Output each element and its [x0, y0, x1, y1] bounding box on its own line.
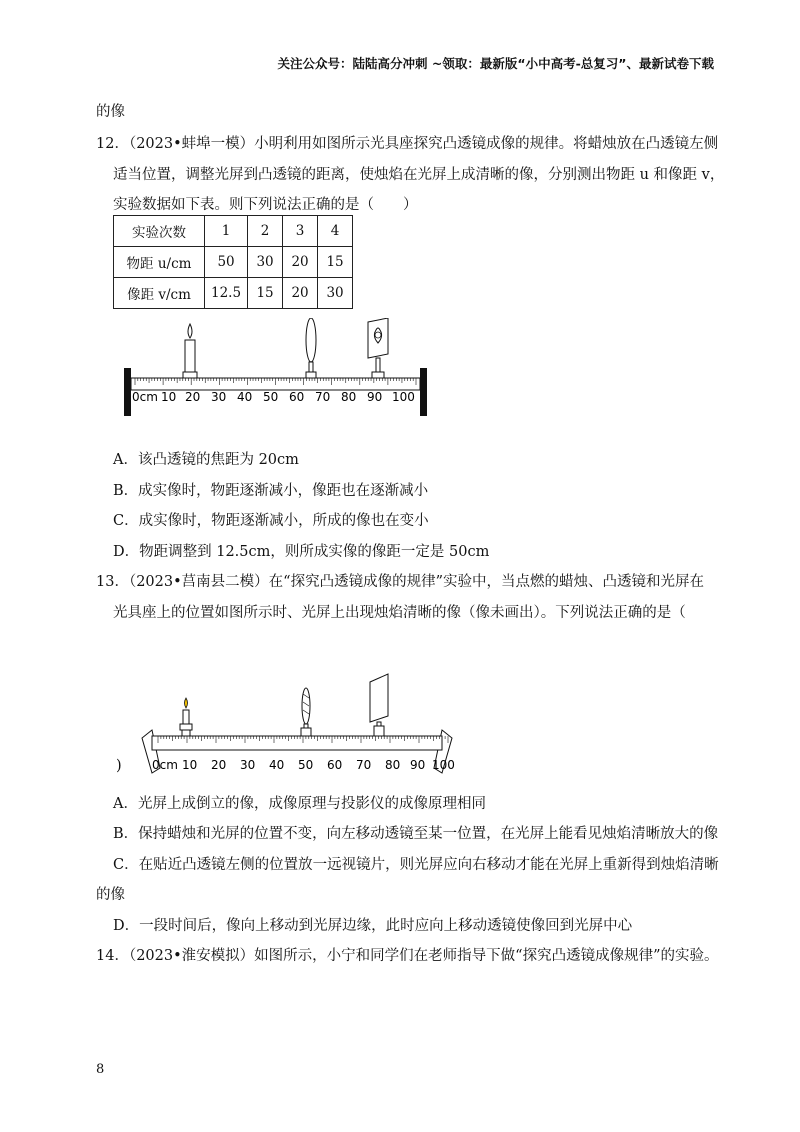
q13-option-c: C．在贴近凸透镜左侧的位置放一远视镜片，则光屏应向右移动才能在光屏上重新得到烛焰清晰 — [113, 857, 719, 873]
q13-stem-line2: 光具座上的位置如图所示时、光屏上出现烛焰清晰的像（像未画出）。下列说法正确的是（ — [113, 605, 686, 621]
q12-option-b: B．成实像时，物距逐渐减小，像距也在逐渐减小 — [113, 483, 429, 499]
table-cell: 50 — [205, 247, 248, 278]
scale-label: 10 — [161, 390, 177, 404]
q13-option-d: D．一段时间后，像向上移动到光屏边缘，此时应向上移动透镜使像回到光屏中心 — [113, 918, 633, 934]
q13-option-b: B．保持蜡烛和光屏的位置不变，向左移动透镜至某一位置，在光屏上能看见烛焰清晰放大的像 — [113, 826, 719, 842]
table-cell: 物距 u/cm — [114, 247, 205, 278]
q12-data-table — [113, 215, 353, 309]
candle — [180, 698, 192, 736]
light-screen — [370, 674, 388, 736]
scale-label: 0cm — [152, 758, 178, 772]
scale-label: 60 — [327, 758, 343, 772]
q13-paren-close: ) — [116, 758, 122, 774]
q12-option-a: A．该凸透镜的焦距为 20cm — [113, 452, 299, 468]
table-row — [114, 278, 353, 309]
q13-optical-bench-figure — [138, 668, 468, 778]
scale-label: 100 — [392, 390, 415, 404]
table-cell: 2 — [248, 216, 283, 247]
scale-label: 50 — [298, 758, 314, 772]
q12-option-d: D．物距调整到 12.5cm，则所成实像的像距一定是 50cm — [113, 544, 490, 560]
bench-right-post — [420, 368, 427, 416]
scale-label: 90 — [367, 390, 383, 404]
carry-over-text: 的像 — [96, 104, 125, 120]
candle — [183, 324, 197, 378]
page-number: 8 — [96, 1062, 105, 1077]
convex-lens — [306, 318, 316, 378]
q12-stem-line3: 实验数据如下表。则下列说法正确的是（ ） — [113, 197, 418, 213]
table-row — [114, 247, 353, 278]
light-screen — [368, 318, 388, 378]
scale-label: 70 — [315, 390, 331, 404]
flame-icon — [188, 324, 192, 338]
table-cell: 15 — [318, 247, 353, 278]
table-cell: 15 — [248, 278, 283, 309]
table-cell: 3 — [283, 216, 318, 247]
q13-stem-line1: 13．（2023•莒南县二模）在“探究凸透镜成像的规律”实验中，当点燃的蜡烛、凸透镜和光屏在 — [96, 574, 704, 590]
q12-stem-line1: 12．（2023•蚌埠一模）小明利用如图所示光具座探究凸透镜成像的规律。将蜡烛放在凸透镜左侧 — [96, 136, 719, 152]
table-cell: 4 — [318, 216, 353, 247]
scale-label: 80 — [341, 390, 357, 404]
table-cell: 30 — [248, 247, 283, 278]
table-cell: 像距 v/cm — [114, 278, 205, 309]
scale-label: 40 — [237, 390, 253, 404]
table-row — [114, 216, 353, 247]
scale-label: 20 — [185, 390, 201, 404]
scale-label: 70 — [356, 758, 372, 772]
scale-label: 30 — [211, 390, 227, 404]
bench-scale-labels — [152, 758, 455, 772]
q12-stem-line2: 适当位置，调整光屏到凸透镜的距离，使烛焰在光屏上成清晰的像，分别测出物距 u 和像距 v， — [113, 167, 725, 183]
q13-option-a: A．光屏上成倒立的像，成像原理与投影仪的成像原理相同 — [113, 796, 486, 812]
scale-label: 80 — [385, 758, 401, 772]
bench-scale-labels — [132, 390, 415, 404]
table-cell: 20 — [283, 247, 318, 278]
q12-option-c: C．成实像时，物距逐渐减小，所成的像也在变小 — [113, 513, 429, 529]
scale-label: 40 — [269, 758, 285, 772]
scale-label: 30 — [240, 758, 256, 772]
table-cell: 30 — [318, 278, 353, 309]
table-cell: 12.5 — [205, 278, 248, 309]
q13-option-c-cont: 的像 — [96, 887, 125, 903]
page-header: 关注公众号：陆陆高分冲刺 ~领取：最新版“小中高考-总复习”、最新试卷下载 — [277, 56, 714, 71]
convex-lens — [301, 688, 311, 736]
scale-label: 100 — [432, 758, 455, 772]
flame-icon — [185, 698, 188, 708]
table-cell: 1 — [205, 216, 248, 247]
scale-label: 60 — [289, 390, 305, 404]
scale-label: 50 — [263, 390, 279, 404]
scale-label: 90 — [410, 758, 426, 772]
scale-label: 0cm — [132, 390, 158, 404]
scale-label: 20 — [211, 758, 227, 772]
table-cell: 实验次数 — [114, 216, 205, 247]
q14-stem-line1: 14．（2023•淮安模拟）如图所示，小宁和同学们在老师指导下做“探究凸透镜成像规律”的实验。 — [96, 948, 719, 964]
scale-label: 10 — [182, 758, 198, 772]
q12-optical-bench-figure — [118, 318, 438, 418]
table-cell: 20 — [283, 278, 318, 309]
bench-left-post — [124, 368, 131, 416]
